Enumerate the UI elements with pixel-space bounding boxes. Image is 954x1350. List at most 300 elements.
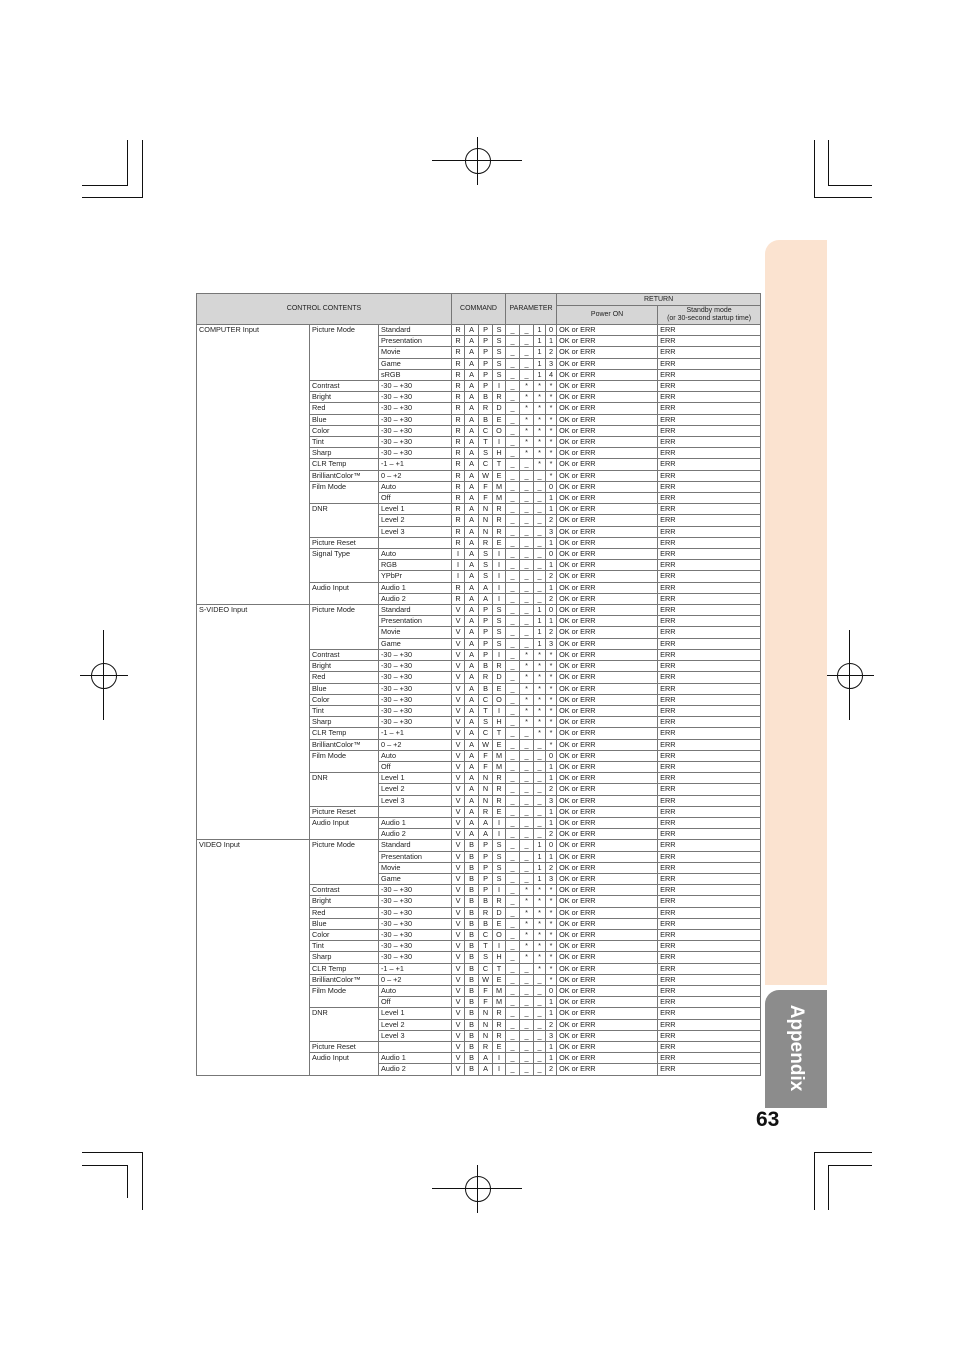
return-power-on-cell: OK or ERR xyxy=(557,649,658,660)
parameter-char-cell: 2 xyxy=(546,627,557,638)
setting-cell: Game xyxy=(379,358,452,369)
parameter-char-cell: * xyxy=(520,414,534,425)
command-char-cell: N xyxy=(479,504,493,515)
return-power-on-cell: OK or ERR xyxy=(557,571,658,582)
command-char-cell: V xyxy=(452,1053,465,1064)
parameter-char-cell: _ xyxy=(534,515,546,526)
setting-cell: YPbPr xyxy=(379,571,452,582)
return-standby-cell: ERR xyxy=(658,1030,761,1041)
return-standby-cell: ERR xyxy=(658,974,761,985)
table-header xyxy=(197,294,761,325)
return-standby-cell: ERR xyxy=(658,761,761,772)
return-standby-cell: ERR xyxy=(658,907,761,918)
setting-cell: 0 – +2 xyxy=(379,739,452,750)
return-power-on-cell: OK or ERR xyxy=(557,336,658,347)
item-name-cell: Tint xyxy=(310,437,379,448)
parameter-char-cell: _ xyxy=(520,459,534,470)
parameter-char-cell: _ xyxy=(520,325,534,336)
command-char-cell: E xyxy=(493,918,506,929)
command-char-cell: P xyxy=(479,325,493,336)
section-name-cell: COMPUTER Input xyxy=(197,325,310,605)
command-char-cell: S xyxy=(493,840,506,851)
parameter-char-cell: * xyxy=(534,381,546,392)
command-char-cell: M xyxy=(493,481,506,492)
command-char-cell: E xyxy=(493,806,506,817)
parameter-char-cell: 1 xyxy=(546,761,557,772)
setting-cell: 0 – +2 xyxy=(379,974,452,985)
parameter-char-cell: _ xyxy=(506,761,520,772)
command-char-cell: A xyxy=(479,1064,493,1075)
return-standby-cell: ERR xyxy=(658,773,761,784)
parameter-char-cell: _ xyxy=(534,560,546,571)
return-standby-cell: ERR xyxy=(658,358,761,369)
return-power-on-cell: OK or ERR xyxy=(557,806,658,817)
command-char-cell: V xyxy=(452,739,465,750)
parameter-char-cell: _ xyxy=(520,638,534,649)
setting-cell: Level 2 xyxy=(379,515,452,526)
parameter-char-cell: _ xyxy=(520,616,534,627)
command-char-cell: S xyxy=(493,862,506,873)
parameter-char-cell: 1 xyxy=(546,493,557,504)
command-char-cell: P xyxy=(479,616,493,627)
return-standby-cell: ERR xyxy=(658,1053,761,1064)
parameter-char-cell: _ xyxy=(506,381,520,392)
parameter-char-cell: _ xyxy=(534,1042,546,1053)
return-standby-cell: ERR xyxy=(658,605,761,616)
parameter-char-cell: _ xyxy=(534,1008,546,1019)
setting-cell: Audio 2 xyxy=(379,829,452,840)
command-char-cell: R xyxy=(452,347,465,358)
parameter-char-cell: _ xyxy=(534,481,546,492)
return-standby-cell: ERR xyxy=(658,347,761,358)
command-char-cell: C xyxy=(479,694,493,705)
command-char-cell: B xyxy=(465,1042,479,1053)
setting-cell: -30 – +30 xyxy=(379,885,452,896)
command-char-cell: A xyxy=(465,437,479,448)
command-char-cell: A xyxy=(465,347,479,358)
return-standby-cell: ERR xyxy=(658,985,761,996)
item-name-cell: Picture Reset xyxy=(310,1042,379,1053)
command-char-cell: V xyxy=(452,952,465,963)
header-standby-line2: (or 30-second startup time) xyxy=(667,315,752,322)
parameter-char-cell: * xyxy=(546,425,557,436)
setting-cell: -30 – +30 xyxy=(379,896,452,907)
command-char-cell: A xyxy=(465,459,479,470)
command-char-cell: B xyxy=(465,862,479,873)
command-char-cell: A xyxy=(465,571,479,582)
return-power-on-cell: OK or ERR xyxy=(557,481,658,492)
rs232c-command-table xyxy=(196,293,761,1076)
return-power-on-cell: OK or ERR xyxy=(557,761,658,772)
command-char-cell: V xyxy=(452,616,465,627)
command-char-cell: B xyxy=(465,885,479,896)
parameter-char-cell: _ xyxy=(506,929,520,940)
setting-cell: Audio 1 xyxy=(379,817,452,828)
command-char-cell: A xyxy=(465,605,479,616)
return-standby-cell: ERR xyxy=(658,997,761,1008)
command-char-cell: S xyxy=(493,851,506,862)
parameter-char-cell: _ xyxy=(534,1019,546,1030)
command-char-cell: I xyxy=(493,1064,506,1075)
command-char-cell: B xyxy=(479,683,493,694)
parameter-char-cell: * xyxy=(546,717,557,728)
parameter-char-cell: * xyxy=(534,672,546,683)
command-char-cell: E xyxy=(493,739,506,750)
parameter-char-cell: * xyxy=(546,728,557,739)
command-char-cell: M xyxy=(493,493,506,504)
parameter-char-cell: _ xyxy=(506,571,520,582)
return-power-on-cell: OK or ERR xyxy=(557,952,658,963)
parameter-char-cell: _ xyxy=(534,997,546,1008)
return-power-on-cell: OK or ERR xyxy=(557,739,658,750)
command-char-cell: A xyxy=(465,616,479,627)
return-standby-cell: ERR xyxy=(658,739,761,750)
parameter-char-cell: * xyxy=(534,694,546,705)
command-char-cell: A xyxy=(465,795,479,806)
command-char-cell: V xyxy=(452,997,465,1008)
return-power-on-cell: OK or ERR xyxy=(557,907,658,918)
parameter-char-cell: _ xyxy=(506,358,520,369)
setting-cell: Movie xyxy=(379,862,452,873)
parameter-char-cell: 1 xyxy=(546,773,557,784)
item-name-cell: Audio Input xyxy=(310,817,379,839)
setting-cell: Level 1 xyxy=(379,504,452,515)
item-name-cell: Film Mode xyxy=(310,750,379,772)
parameter-char-cell: 1 xyxy=(534,862,546,873)
command-char-cell: S xyxy=(493,627,506,638)
parameter-char-cell: * xyxy=(534,952,546,963)
parameter-char-cell: _ xyxy=(534,817,546,828)
item-name-cell: Red xyxy=(310,672,379,683)
return-standby-cell: ERR xyxy=(658,918,761,929)
return-power-on-cell: OK or ERR xyxy=(557,661,658,672)
setting-cell: Auto xyxy=(379,985,452,996)
command-char-cell: T xyxy=(479,705,493,716)
parameter-char-cell: * xyxy=(546,414,557,425)
command-char-cell: N xyxy=(479,1030,493,1041)
command-char-cell: T xyxy=(493,963,506,974)
command-char-cell: C xyxy=(479,728,493,739)
command-char-cell: O xyxy=(493,425,506,436)
command-char-cell: V xyxy=(452,862,465,873)
command-char-cell: B xyxy=(465,963,479,974)
command-char-cell: V xyxy=(452,784,465,795)
setting-cell: -30 – +30 xyxy=(379,414,452,425)
item-name-cell: CLR Temp xyxy=(310,459,379,470)
command-char-cell: V xyxy=(452,907,465,918)
parameter-char-cell: _ xyxy=(506,896,520,907)
parameter-char-cell: * xyxy=(546,974,557,985)
setting-cell: Level 2 xyxy=(379,1019,452,1030)
return-power-on-cell: OK or ERR xyxy=(557,717,658,728)
parameter-char-cell: _ xyxy=(520,369,534,380)
command-char-cell: R xyxy=(452,470,465,481)
return-power-on-cell: OK or ERR xyxy=(557,560,658,571)
item-name-cell: Tint xyxy=(310,705,379,716)
command-char-cell: V xyxy=(452,694,465,705)
parameter-char-cell: _ xyxy=(506,918,520,929)
command-char-cell: V xyxy=(452,851,465,862)
parameter-char-cell: _ xyxy=(506,325,520,336)
parameter-char-cell: _ xyxy=(534,493,546,504)
return-standby-cell: ERR xyxy=(658,369,761,380)
parameter-char-cell: * xyxy=(534,403,546,414)
return-standby-cell: ERR xyxy=(658,952,761,963)
item-name-cell: Tint xyxy=(310,941,379,952)
item-name-cell: Contrast xyxy=(310,381,379,392)
header-standby-line1: Standby mode xyxy=(686,307,732,314)
command-char-cell: T xyxy=(493,728,506,739)
return-power-on-cell: OK or ERR xyxy=(557,963,658,974)
parameter-char-cell: _ xyxy=(520,1053,534,1064)
parameter-char-cell: _ xyxy=(534,761,546,772)
parameter-char-cell: * xyxy=(546,672,557,683)
command-char-cell: I xyxy=(493,549,506,560)
return-power-on-cell: OK or ERR xyxy=(557,1019,658,1030)
parameter-char-cell: _ xyxy=(506,705,520,716)
command-char-cell: P xyxy=(479,336,493,347)
return-power-on-cell: OK or ERR xyxy=(557,515,658,526)
return-power-on-cell: OK or ERR xyxy=(557,840,658,851)
command-char-cell: R xyxy=(452,515,465,526)
command-char-cell: E xyxy=(493,1042,506,1053)
parameter-char-cell: _ xyxy=(506,717,520,728)
command-char-cell: P xyxy=(479,851,493,862)
return-standby-cell: ERR xyxy=(658,560,761,571)
command-char-cell: I xyxy=(493,817,506,828)
command-char-cell: A xyxy=(465,515,479,526)
setting-cell: -30 – +30 xyxy=(379,425,452,436)
parameter-char-cell: * xyxy=(546,952,557,963)
command-char-cell: I xyxy=(493,885,506,896)
command-char-cell: R xyxy=(452,381,465,392)
command-char-cell: A xyxy=(479,829,493,840)
parameter-char-cell: _ xyxy=(520,1008,534,1019)
command-char-cell: V xyxy=(452,829,465,840)
setting-cell: Standard xyxy=(379,840,452,851)
command-char-cell: R xyxy=(452,336,465,347)
command-char-cell: A xyxy=(465,582,479,593)
command-char-cell: B xyxy=(465,929,479,940)
item-name-cell: Red xyxy=(310,907,379,918)
command-char-cell: B xyxy=(465,851,479,862)
parameter-char-cell: _ xyxy=(520,593,534,604)
return-power-on-cell: OK or ERR xyxy=(557,616,658,627)
parameter-char-cell: _ xyxy=(506,425,520,436)
return-power-on-cell: OK or ERR xyxy=(557,997,658,1008)
header-control-contents: CONTROL CONTENTS xyxy=(197,294,452,325)
return-standby-cell: ERR xyxy=(658,459,761,470)
parameter-char-cell: _ xyxy=(506,817,520,828)
item-name-cell: Picture Mode xyxy=(310,840,379,885)
parameter-char-cell: _ xyxy=(506,941,520,952)
return-standby-cell: ERR xyxy=(658,963,761,974)
command-char-cell: R xyxy=(452,425,465,436)
command-char-cell: V xyxy=(452,627,465,638)
command-char-cell: B xyxy=(479,392,493,403)
setting-cell: Presentation xyxy=(379,616,452,627)
command-char-cell: A xyxy=(465,829,479,840)
command-char-cell: P xyxy=(479,381,493,392)
command-char-cell: A xyxy=(465,448,479,459)
return-power-on-cell: OK or ERR xyxy=(557,1030,658,1041)
parameter-char-cell: * xyxy=(546,459,557,470)
command-char-cell: V xyxy=(452,649,465,660)
return-power-on-cell: OK or ERR xyxy=(557,885,658,896)
return-standby-cell: ERR xyxy=(658,571,761,582)
table-row xyxy=(197,840,761,851)
parameter-char-cell: * xyxy=(546,896,557,907)
return-power-on-cell: OK or ERR xyxy=(557,526,658,537)
parameter-char-cell: _ xyxy=(520,873,534,884)
command-char-cell: V xyxy=(452,605,465,616)
return-standby-cell: ERR xyxy=(658,851,761,862)
command-char-cell: P xyxy=(479,347,493,358)
return-power-on-cell: OK or ERR xyxy=(557,358,658,369)
parameter-char-cell: 0 xyxy=(546,549,557,560)
parameter-char-cell: 0 xyxy=(546,605,557,616)
command-char-cell: P xyxy=(479,358,493,369)
return-power-on-cell: OK or ERR xyxy=(557,369,658,380)
command-char-cell: S xyxy=(493,605,506,616)
return-standby-cell: ERR xyxy=(658,470,761,481)
parameter-char-cell: _ xyxy=(520,773,534,784)
command-char-cell: P xyxy=(479,649,493,660)
parameter-char-cell: _ xyxy=(520,515,534,526)
command-char-cell: V xyxy=(452,817,465,828)
parameter-char-cell: _ xyxy=(506,459,520,470)
item-name-cell: Picture Reset xyxy=(310,537,379,548)
parameter-char-cell: * xyxy=(520,885,534,896)
command-char-cell: E xyxy=(493,537,506,548)
setting-cell: Movie xyxy=(379,347,452,358)
parameter-char-cell: 2 xyxy=(546,571,557,582)
command-char-cell: A xyxy=(465,493,479,504)
header-standby xyxy=(658,306,761,325)
item-name-cell: Signal Type xyxy=(310,549,379,583)
return-standby-cell: ERR xyxy=(658,437,761,448)
item-name-cell: BrilliantColor™ xyxy=(310,974,379,985)
parameter-char-cell: * xyxy=(520,929,534,940)
setting-cell: -30 – +30 xyxy=(379,929,452,940)
command-char-cell: H xyxy=(493,952,506,963)
table-body xyxy=(197,325,761,1076)
command-char-cell: R xyxy=(479,672,493,683)
parameter-char-cell: * xyxy=(534,661,546,672)
command-char-cell: R xyxy=(493,1008,506,1019)
setting-cell: Auto xyxy=(379,750,452,761)
command-char-cell: H xyxy=(493,717,506,728)
command-char-cell: S xyxy=(479,560,493,571)
command-char-cell: M xyxy=(493,750,506,761)
command-char-cell: P xyxy=(479,369,493,380)
setting-cell: Level 3 xyxy=(379,526,452,537)
return-standby-cell: ERR xyxy=(658,661,761,672)
command-char-cell: F xyxy=(479,493,493,504)
return-power-on-cell: OK or ERR xyxy=(557,985,658,996)
command-char-cell: P xyxy=(479,840,493,851)
return-standby-cell: ERR xyxy=(658,672,761,683)
parameter-char-cell: * xyxy=(534,941,546,952)
parameter-char-cell: _ xyxy=(506,616,520,627)
parameter-char-cell: _ xyxy=(520,493,534,504)
parameter-char-cell: * xyxy=(534,649,546,660)
parameter-char-cell: _ xyxy=(506,593,520,604)
command-char-cell: N xyxy=(479,1019,493,1030)
command-char-cell: A xyxy=(465,761,479,772)
parameter-char-cell: 2 xyxy=(546,862,557,873)
setting-cell: Auto xyxy=(379,549,452,560)
command-char-cell: B xyxy=(465,1053,479,1064)
parameter-char-cell: _ xyxy=(506,829,520,840)
parameter-char-cell: _ xyxy=(534,1030,546,1041)
command-char-cell: B xyxy=(479,918,493,929)
return-standby-cell: ERR xyxy=(658,504,761,515)
return-standby-cell: ERR xyxy=(658,817,761,828)
parameter-char-cell: _ xyxy=(506,907,520,918)
return-standby-cell: ERR xyxy=(658,795,761,806)
return-power-on-cell: OK or ERR xyxy=(557,1053,658,1064)
command-char-cell: V xyxy=(452,806,465,817)
return-standby-cell: ERR xyxy=(658,683,761,694)
parameter-char-cell: * xyxy=(520,649,534,660)
item-name-cell: Color xyxy=(310,425,379,436)
return-standby-cell: ERR xyxy=(658,1042,761,1053)
command-char-cell: R xyxy=(493,504,506,515)
setting-cell: Audio 2 xyxy=(379,1064,452,1075)
parameter-char-cell: * xyxy=(546,392,557,403)
parameter-char-cell: _ xyxy=(506,1053,520,1064)
command-char-cell: R xyxy=(452,358,465,369)
return-power-on-cell: OK or ERR xyxy=(557,705,658,716)
parameter-char-cell: * xyxy=(534,929,546,940)
parameter-char-cell: * xyxy=(534,907,546,918)
command-char-cell: I xyxy=(493,649,506,660)
item-name-cell: Sharp xyxy=(310,717,379,728)
command-char-cell: A xyxy=(465,403,479,414)
parameter-char-cell: * xyxy=(520,672,534,683)
command-char-cell: R xyxy=(493,795,506,806)
parameter-char-cell: 1 xyxy=(546,582,557,593)
item-name-cell: CLR Temp xyxy=(310,728,379,739)
parameter-char-cell: * xyxy=(546,448,557,459)
command-char-cell: A xyxy=(465,481,479,492)
command-char-cell: V xyxy=(452,929,465,940)
parameter-char-cell: _ xyxy=(506,403,520,414)
parameter-char-cell: * xyxy=(520,381,534,392)
parameter-char-cell: _ xyxy=(506,1064,520,1075)
command-char-cell: R xyxy=(452,493,465,504)
parameter-char-cell: _ xyxy=(506,414,520,425)
return-standby-cell: ERR xyxy=(658,526,761,537)
command-char-cell: C xyxy=(479,425,493,436)
command-char-cell: R xyxy=(493,773,506,784)
command-char-cell: R xyxy=(479,806,493,817)
command-char-cell: A xyxy=(465,549,479,560)
item-name-cell: Sharp xyxy=(310,448,379,459)
parameter-char-cell: _ xyxy=(520,806,534,817)
command-char-cell: V xyxy=(452,717,465,728)
parameter-char-cell: _ xyxy=(506,437,520,448)
setting-cell: -30 – +30 xyxy=(379,952,452,963)
command-char-cell: R xyxy=(493,784,506,795)
return-standby-cell: ERR xyxy=(658,705,761,716)
parameter-char-cell: _ xyxy=(520,728,534,739)
command-char-cell: A xyxy=(479,817,493,828)
parameter-char-cell: _ xyxy=(520,504,534,515)
parameter-char-cell: _ xyxy=(506,963,520,974)
command-char-cell: V xyxy=(452,705,465,716)
